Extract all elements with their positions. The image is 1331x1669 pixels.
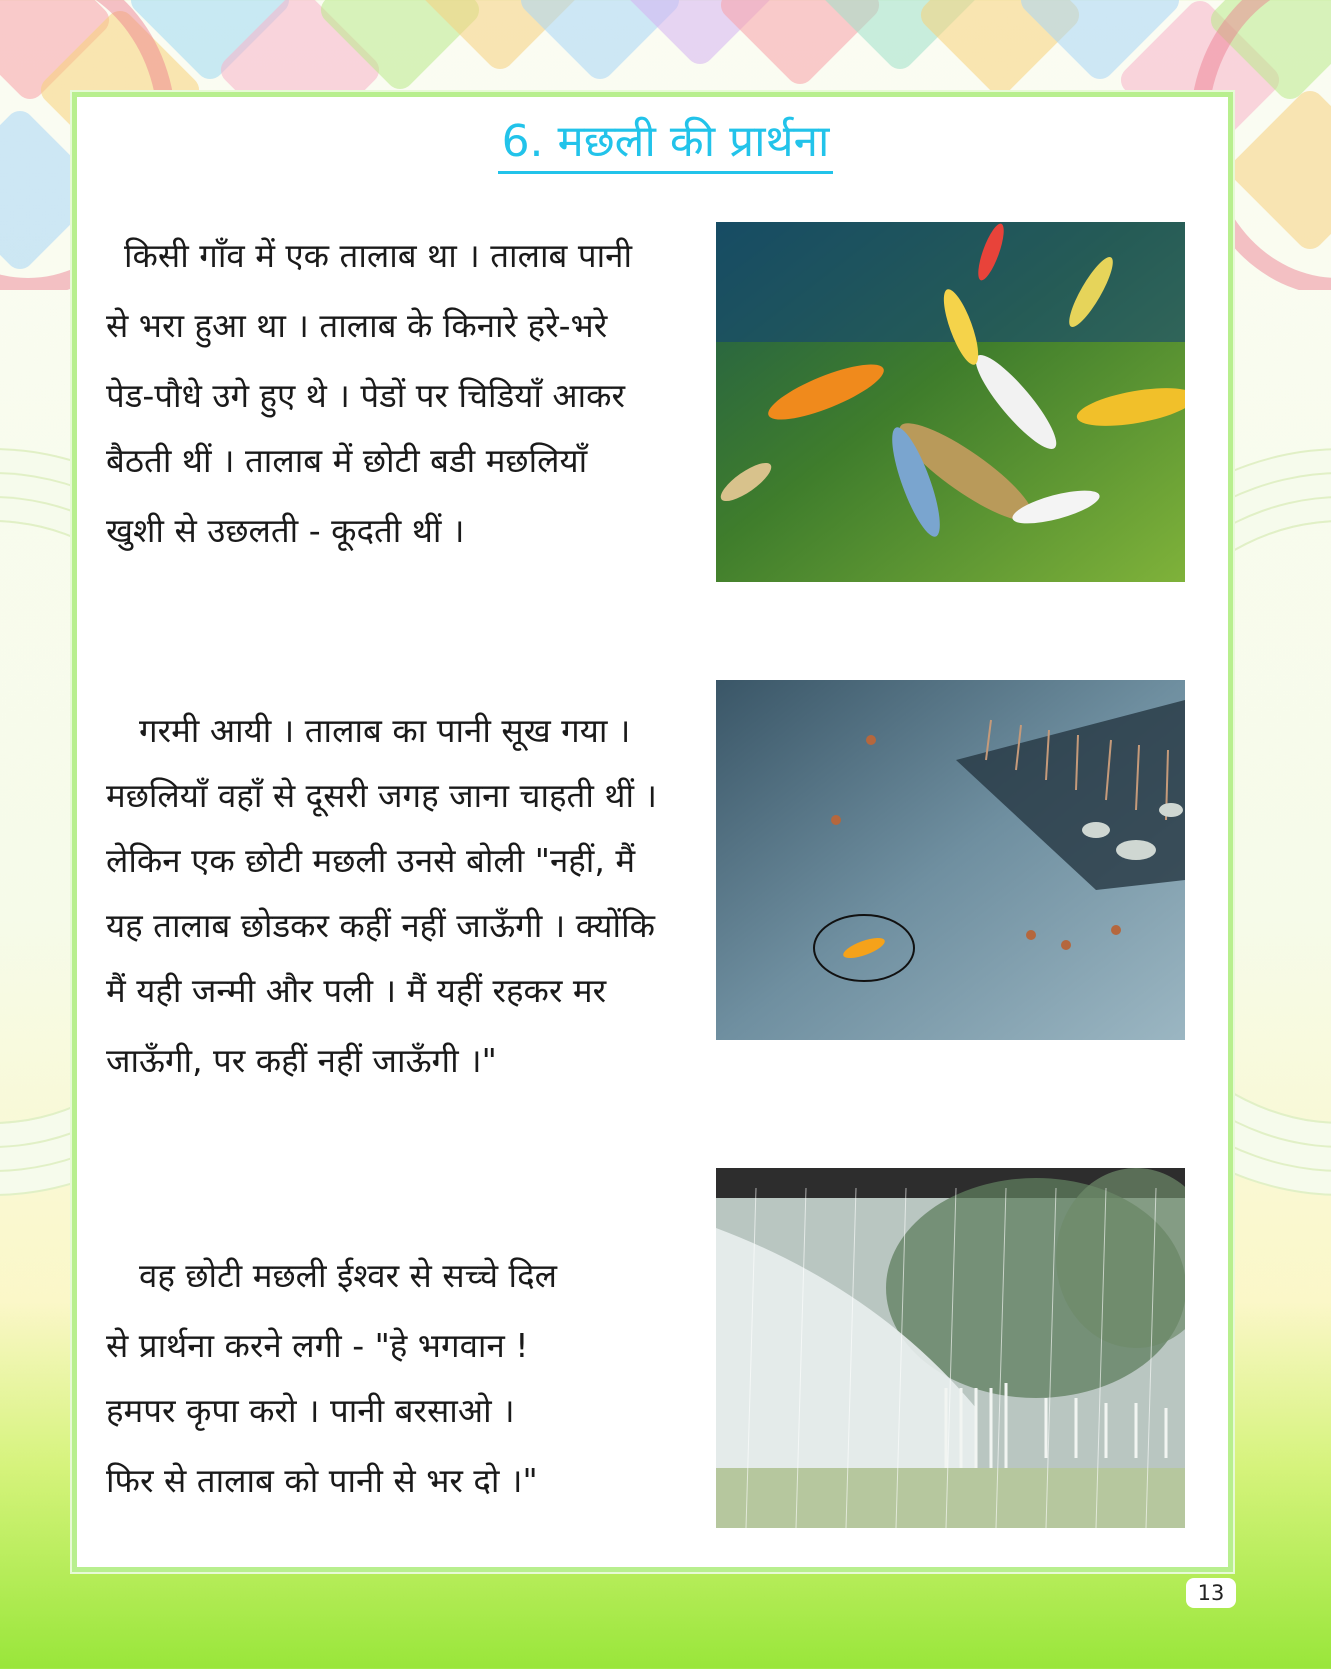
dry-pond-photo bbox=[716, 680, 1185, 1040]
pond-fish-photo bbox=[716, 222, 1185, 582]
lesson-title-text: 6. मछली की प्रार्थना bbox=[498, 116, 834, 174]
paragraph-line: मछलियाँ वहाँ से दूसरी जगह जाना चाहती थीं । bbox=[106, 776, 657, 815]
paragraph-line: पेड-पौधे उगे हुए थे । पेडों पर चिडियाँ आकर bbox=[106, 376, 625, 415]
paragraph-line: गरमी आयी । तालाब का पानी सूख गया । bbox=[139, 711, 631, 750]
page-number: 13 bbox=[1186, 1578, 1236, 1608]
paragraph-line: बैठती थीं । तालाब में छोटी बडी मछलियाँ bbox=[106, 441, 588, 480]
lesson-title bbox=[0, 112, 1331, 172]
paragraph-line: लेकिन एक छोटी मछली उनसे बोली "नहीं, मैं bbox=[106, 841, 636, 880]
paragraph-line: मैं यही जन्मी और पली । मैं यहीं रहकर मर bbox=[106, 971, 607, 1010]
paragraph-line: यह तालाब छोडकर कहीं नहीं जाऊँगी । क्योंकि bbox=[106, 906, 655, 945]
paragraph-line: हमपर कृपा करो । पानी बरसाओ । bbox=[106, 1391, 515, 1430]
rain-photo bbox=[716, 1168, 1185, 1528]
paragraph-line: से भरा हुआ था । तालाब के किनारे हरे-भरे bbox=[106, 306, 608, 345]
paragraph-line: से प्रार्थना करने लगी - "हे भगवान ! bbox=[106, 1326, 529, 1365]
paragraph-line: जाऊँगी, पर कहीं नहीं जाऊँगी ।" bbox=[106, 1041, 497, 1080]
paragraph-line: फिर से तालाब को पानी से भर दो ।" bbox=[106, 1461, 538, 1500]
paragraph-line: वह छोटी मछली ईश्वर से सच्चे दिल bbox=[139, 1256, 557, 1295]
paragraph-line: किसी गाँव में एक तालाब था । तालाब पानी bbox=[124, 236, 633, 275]
paragraph-line: खुशी से उछलती - कूदती थीं । bbox=[106, 511, 465, 550]
